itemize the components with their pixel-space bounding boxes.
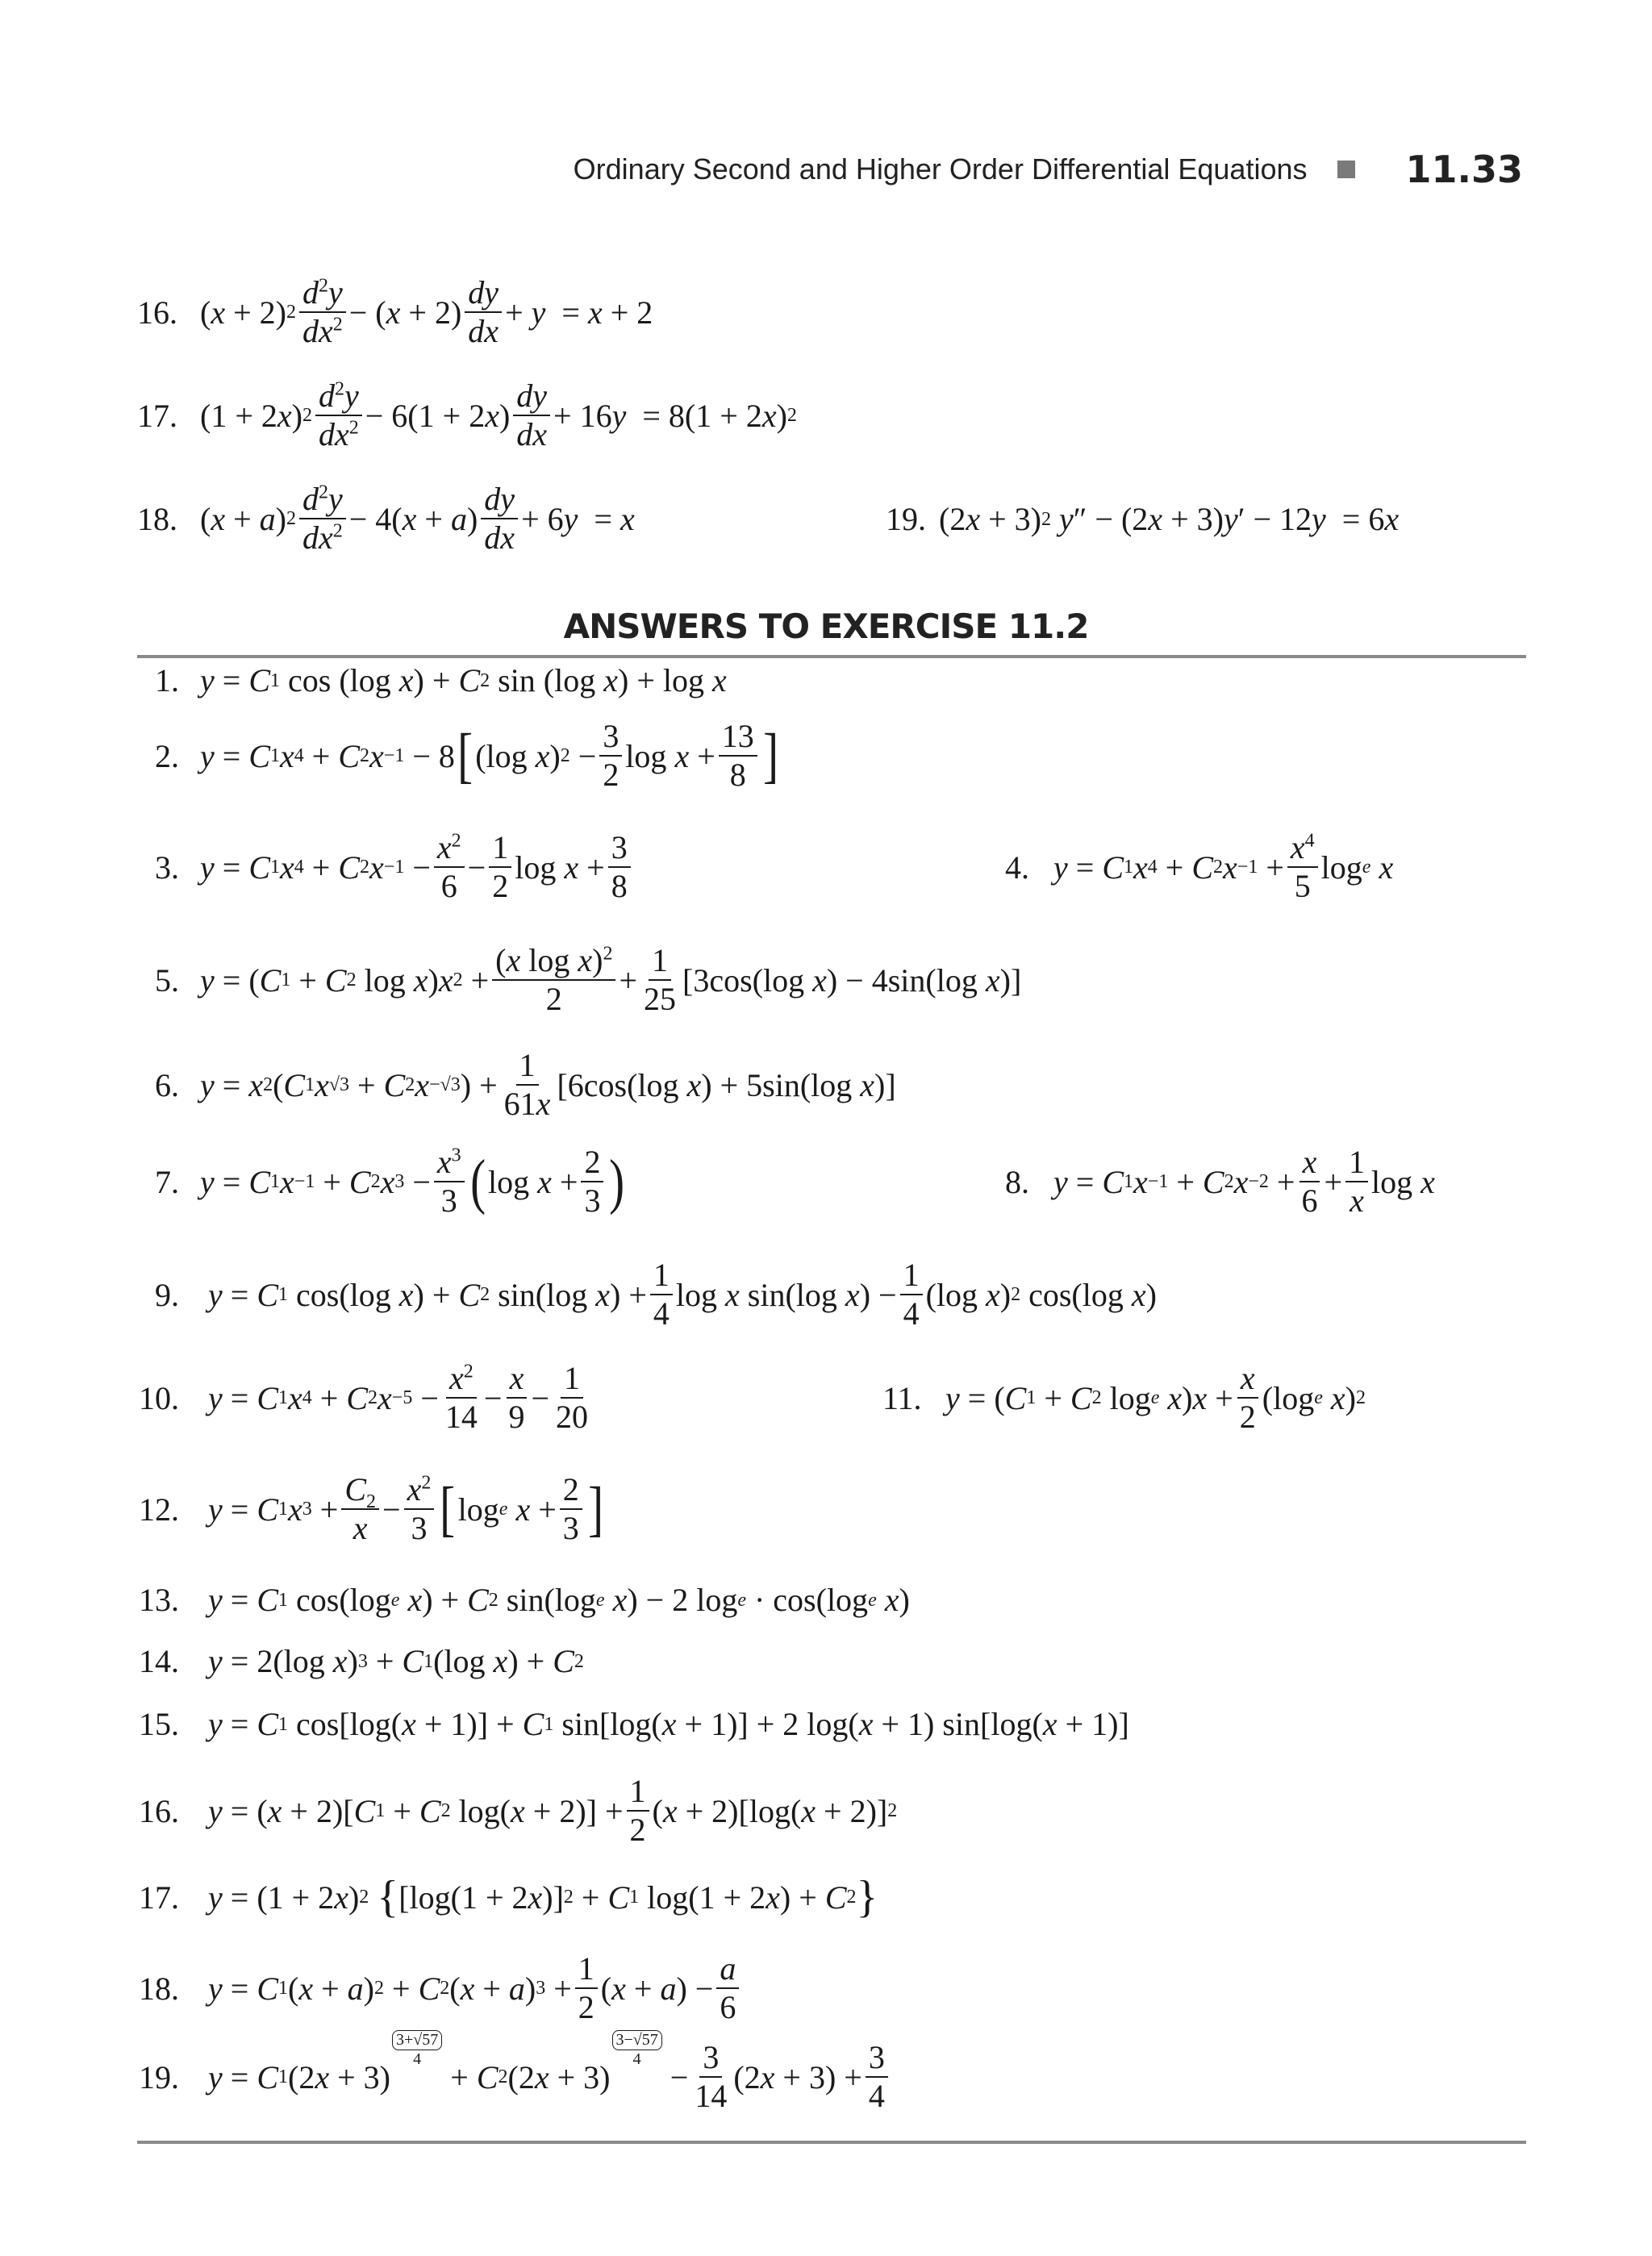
answer-number: 5. <box>155 961 179 999</box>
exercise-equation: (2 x + 3) 2 y ″ − (2 x + 3) y ′ − 12 y = 6 x <box>939 501 1400 537</box>
answer-number: 12. <box>139 1491 179 1528</box>
header-square-icon <box>1337 161 1355 178</box>
answer-16 <box>139 1774 897 1847</box>
answer-number: 19. <box>139 2058 179 2095</box>
exercise-number: 19. <box>886 501 926 537</box>
answer-equation: y = ( x + 2)[ C 1 + C 2 log( x + 2)] + $\frac{1}{2}$ ( x + 2)[log( x + 2)] 2 <box>208 1773 898 1848</box>
answer-number: 15. <box>139 1706 179 1742</box>
answer-12 <box>139 1473 606 1545</box>
answer-equation: y = C 1 x 3 + $\frac{C_2}{x}$ − $\frac{x^2}{3}$ [ log e x + $\frac{2}{3}$ ] <box>208 1471 603 1546</box>
page-number: 11.33 <box>1405 148 1523 191</box>
answer-number: 9. <box>155 1276 179 1313</box>
answer-number: 11. <box>882 1379 922 1416</box>
exercise-equation: (1 + 2 x ) 2 $\frac{d^2y}{dx^2}$ − 6(1 + 2 x ) $\frac{dy}{dx}$ + 16 y = 8(1 + 2 x ) 2 <box>200 377 797 452</box>
answer-number: 2. <box>155 737 179 774</box>
section-title: ANSWERS TO EXERCISE 11.2 <box>563 607 1089 646</box>
answer-3 <box>155 831 634 903</box>
bottom-rule <box>137 2141 1526 2144</box>
exercise-19 <box>886 500 1399 538</box>
answer-equation: y = C 1 x 4 + C 2 x −1 − 8 [ (log x ) 2 − $\frac{3}{2}$ log x + $\frac{13}{8}$ ] <box>200 718 778 793</box>
answer-number: 8. <box>1005 1163 1029 1200</box>
answer-number: 6. <box>155 1066 179 1103</box>
exercise-equation: ( x + 2) 2 $\frac{d^2y}{dx^2}$ − ( x + 2) $\frac{dy}{dx}$ + y = x + 2 <box>200 274 653 349</box>
answer-15 <box>139 1705 1129 1743</box>
exercise-18 <box>137 482 635 555</box>
answer-equation: y = C 1 cos (log x ) + C 2 sin (log x ) + log x <box>200 662 727 698</box>
exercise-number: 18. <box>137 500 177 537</box>
answer-number: 7. <box>155 1163 179 1200</box>
answer-9 <box>155 1258 1157 1331</box>
answer-4 <box>1005 831 1393 903</box>
answer-7 <box>155 1145 628 1218</box>
answer-equation: y = ( C 1 + C 2 log e x ) x + $\frac{x}{2}$ (log e x ) 2 <box>945 1360 1366 1435</box>
answer-10 <box>139 1362 594 1434</box>
answer-equation: y = C 1 cos(log x ) + C 2 sin(log x ) + $\frac{1}{4}$ log x sin(log x ) − $\frac{1}{4}$ (log x ) 2 cos(log x ) <box>208 1257 1157 1332</box>
answer-19 <box>139 2031 891 2114</box>
answer-equation: y = ( C 1 + C 2 log x ) x 2 + $\frac{(x \log x)^2}{2}$ + $\frac{1}{25}$ [3cos(log x ) − 4sin(log x )] <box>200 942 1022 1017</box>
answer-equation: y = C 1 ( x + a ) 2 + C 2 ( x + a ) 3 + $\frac{1}{2}$ ( x + a ) − $\frac{a}{6}$ <box>208 1952 742 2025</box>
answer-number: 4. <box>1005 849 1029 886</box>
answer-number: 18. <box>139 1970 179 2007</box>
exercise-number: 16. <box>137 294 177 331</box>
answer-equation: y = C 1 x 4 + C 2 x −5 − $\frac{x^2}{14}$ − $\frac{x}{9}$ − $\frac{1}{20}$ <box>208 1360 589 1435</box>
answer-number: 10. <box>139 1379 179 1416</box>
answer-18 <box>139 1952 742 2025</box>
answer-number: 13. <box>139 1582 179 1618</box>
answer-number: 1. <box>155 662 179 698</box>
answer-equation: y = C 1 x −1 + C 2 x −2 + $\frac{x}{6}$ + $\frac{1}{x}$ log x <box>1053 1144 1435 1219</box>
exercise-equation: ( x + a ) 2 $\frac{d^2y}{dx^2}$ − 4( x + a ) $\frac{dy}{dx}$ + 6 y = x <box>200 481 635 556</box>
answer-equation: y = C 1 x −1 + C 2 x 3 − $\frac{x^3}{3}$ ( log x + $\frac{2}{3}$ ) <box>200 1144 625 1219</box>
answer-equation: y = C 1 (2 x + 3) 3+√57 4 + C 2 (2 x + 3) 3−√57 4 − $\frac{3}{14}$ (2 x + 3) + $\frac{3}{4}$ <box>208 2041 891 2113</box>
answer-6 <box>155 1049 896 1121</box>
answer-number: 14. <box>139 1643 179 1679</box>
answer-11 <box>882 1362 1366 1434</box>
answer-equation: y = (1 + 2 x ) 2 { [log(1 + 2 x )] 2 + C 1 log(1 + 2 x ) + C 2 } <box>208 1872 878 1922</box>
answer-5 <box>155 944 1021 1016</box>
exercise-number: 17. <box>137 397 177 434</box>
answer-equation: y = C 1 cos(log e x ) + C 2 sin(log e x ) − 2 log e · cos(log e x ) <box>208 1582 910 1618</box>
running-header <box>574 145 1523 194</box>
answer-equation: y = C 1 cos[log( x + 1)] + C 1 sin[log( x + 1)] + 2 log( x + 1) sin[log( x + 1)] <box>208 1706 1129 1742</box>
answer-number: 3. <box>155 849 179 886</box>
answer-13 <box>139 1581 910 1619</box>
answer-number: 17. <box>139 1879 179 1916</box>
answer-1 <box>155 661 727 699</box>
answer-17 <box>139 1871 878 1923</box>
answer-equation: y = 2(log x ) 3 + C 1 (log x ) + C 2 <box>208 1643 584 1679</box>
answer-8 <box>1005 1145 1435 1218</box>
answer-14 <box>139 1642 584 1680</box>
answer-equation: y = x 2 ( C 1 x √3 + C 2 x −√3 ) + $\frac{1}{61x}$ [6cos(log x ) + 5sin(log x )] <box>200 1047 896 1122</box>
answer-equation: y = C 1 x 4 + C 2 x −1 + $\frac{x^4}{5}$ log e x <box>1053 829 1394 904</box>
chapter-title: Ordinary Second and Higher Order Differential Equations <box>573 152 1308 186</box>
answer-number: 16. <box>139 1792 179 1829</box>
answer-equation: y = C 1 x 4 + C 2 x −1 − $\frac{x^2}{6}$ − $\frac{1}{2}$ log x + $\frac{3}{8}$ <box>200 831 634 903</box>
top-rule <box>137 655 1526 658</box>
answer-2 <box>155 719 781 792</box>
exercise-16 <box>137 276 653 348</box>
exercise-17 <box>137 379 797 452</box>
